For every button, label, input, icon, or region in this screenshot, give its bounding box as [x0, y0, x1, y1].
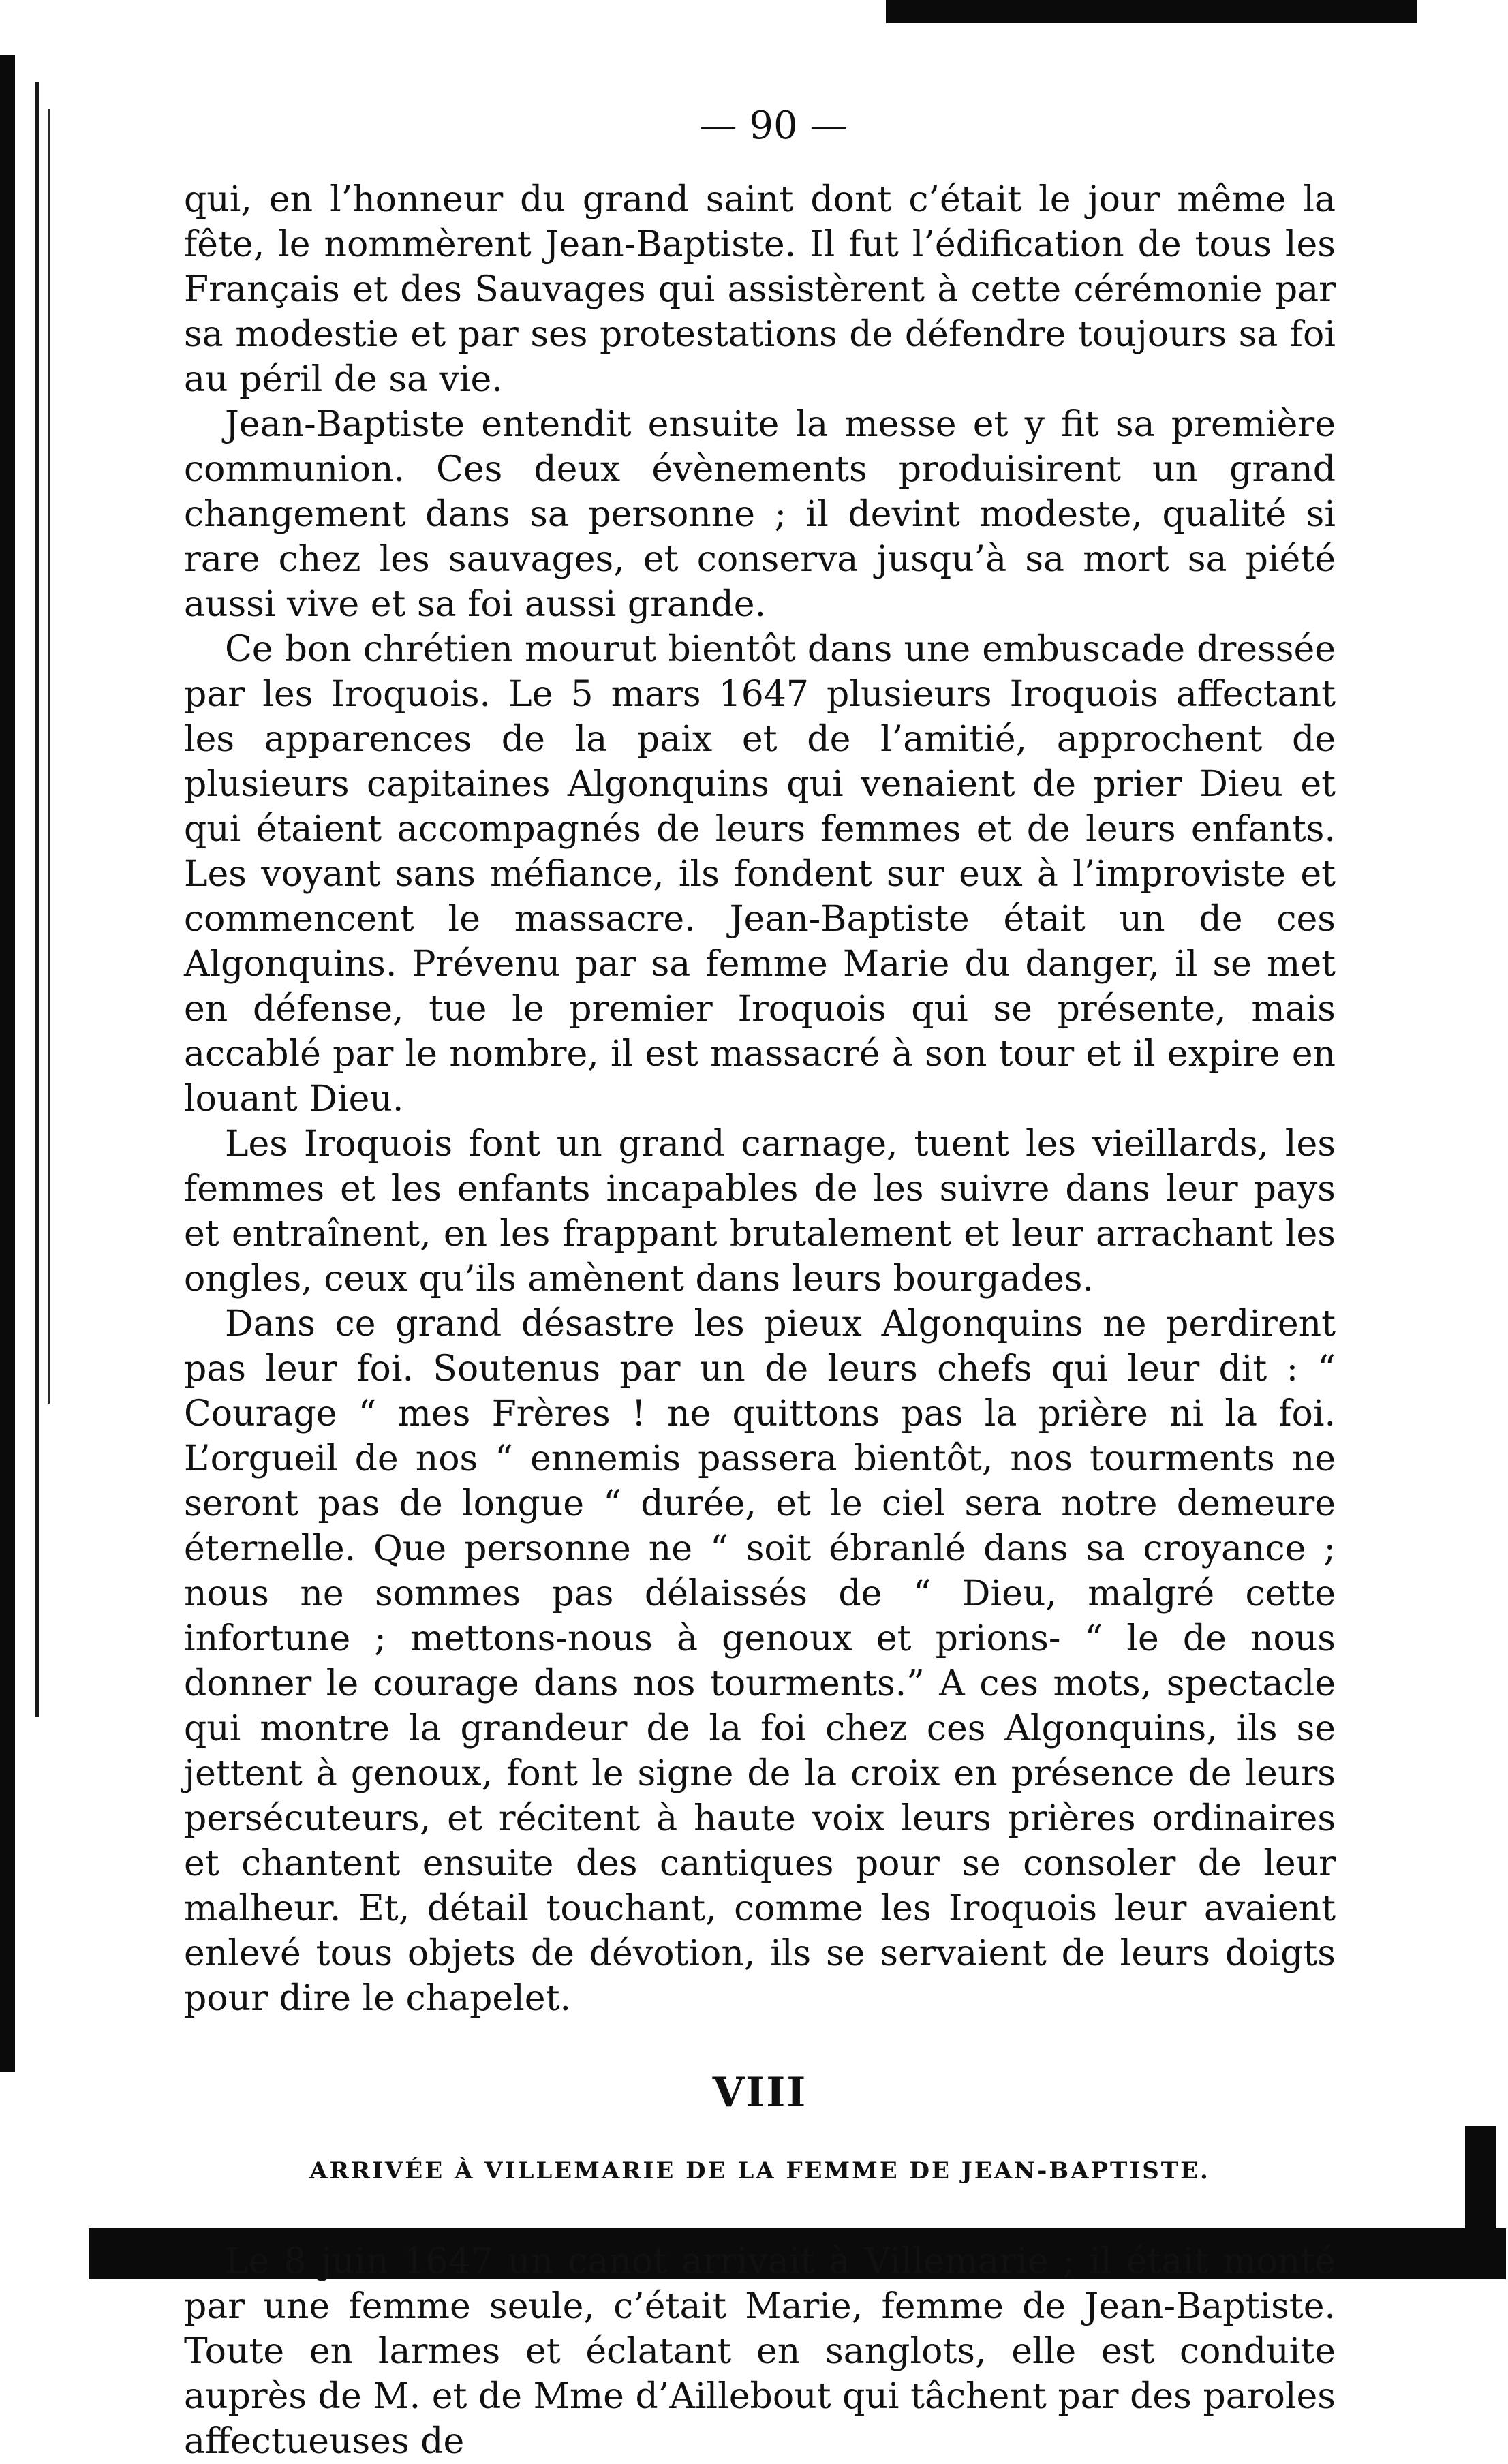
paragraph: Jean-Baptiste entendit ensuite la messe et y fit sa première communion. Ces deux évènements produisirent un grand changement dans sa personne ; il devint modeste, qualité si rare chez les sauvages, et conserva jusqu’à sa mort sa piété aussi vive et sa foi aussi grande. [184, 404, 1336, 625]
paragraph: Le 8 juin 1647 un canot arrivait à Villemarie ; il était monté par une femme seule, c’était Marie, femme de Jean-Baptiste. Toute en larmes et éclatant en sanglots, elle est conduite auprès de M. et de Mme d’Aillebout qui tâchent par des paroles affectueuses de [184, 2241, 1336, 2462]
scan-top-rule [886, 0, 1417, 23]
scan-binding-edge [0, 55, 15, 2072]
section-number: VIII [712, 2069, 807, 2116]
page-number: — 90 — [698, 104, 848, 148]
paragraph: Dans ce grand désastre les pieux Algonquins ne perdirent pas leur foi. Soutenus par un de leurs chefs qui leur dit : “ Courage “ mes Frères ! ne quittons pas la prière ni la foi. L’orgueil de nos “ ennemis passera bientôt, nos tourments ne seront pas de longue “ durée, et le ciel sera notre demeure éternelle. Que personne ne “ soit ébranlé dans sa croyance ; nous ne sommes pas délaissés de “ Dieu, malgré cette infortune ; mettons-nous à genoux et prions- “ le de nous donner le courage dans nos tourments.” A ces mots, spectacle qui montre la grandeur de la foi chez ces Algonquins, ils se jettent à genoux, font le signe de la croix en présence de leurs persécuteurs, et récitent à haute voix leurs prières ordinaires et chantent ensuite des cantiques pour se consoler de leur malheur. Et, détail touchant, comme les Iroquois leur avaient enlevé tous objets de dévotion, ils se servaient de leurs doigts pour dire le chapelet. [184, 1304, 1336, 2019]
paragraph: Les Iroquois font un grand carnage, tuent les vieillards, les femmes et les enfants incapables de les suivre dans leur pays et entraînent, en les frappant brutalement et leur arrachant les ongles, ceux qu’ils amènent dans leurs bourgades. [184, 1124, 1336, 1299]
paragraph: qui, en l’honneur du grand saint dont c’était le jour même la fête, le nommèrent Jean-Baptiste. Il fut l’édification de tous les Français et des Sauvages qui assistèrent à cette cérémonie par sa modestie et par ses protestations de défendre toujours sa foi au péril de sa vie. [184, 179, 1336, 400]
paragraph: Ce bon chrétien mourut bientôt dans une embuscade dressée par les Iroquois. Le 5 mars 1647 plusieurs Iroquois affectant les apparences de la paix et de l’amitié, approchent de plusieurs capitaines Algonquins qui venaient de prier Dieu et qui étaient accompagnés de leurs femmes et de leurs enfants. Les voyant sans méfiance, ils fondent sur eux à l’improviste et commencent le massacre. Jean-Baptiste était un de ces Algonquins. Prévenu par sa femme Marie du danger, il se met en défense, tue le premier Iroquois qui se présente, mais accablé par le nombre, il est massacré à son tour et il expire en louant Dieu. [184, 629, 1336, 1120]
scan-binding-line [35, 82, 39, 1717]
scan-binding-line [48, 109, 50, 1404]
scan-bottom-notch [1465, 2126, 1496, 2279]
section-title: ARRIVÉE À VILLEMARIE DE LA FEMME DE JEAN-BAPTISTE. [309, 2157, 1210, 2185]
document-page [184, 102, 1336, 2464]
